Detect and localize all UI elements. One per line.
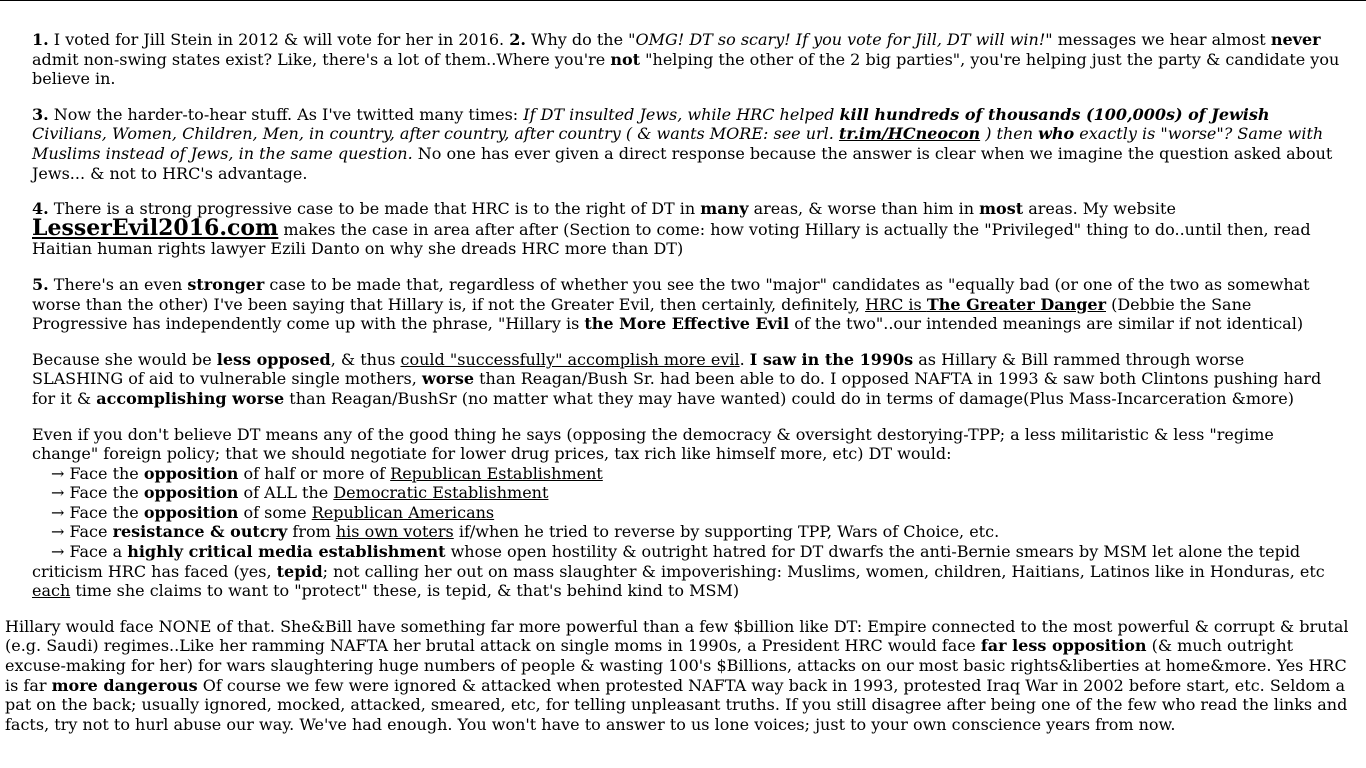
emphasis: resistance & outcry: [112, 522, 288, 542]
text: Hillary would face NONE of that. She&Bill have something far more powerful than a few $billion like DT: Empire connected to the most powerful & corrupt & brutal (e.g. Saudi) regimes..Like her ramming NAFTA her brutal attack on single moms in 1990s, a President HRC would face: [5, 616, 1349, 656]
text: of half or more of: [238, 463, 391, 483]
text: Face the: [64, 502, 144, 522]
accomplish-evil-link[interactable]: could "successfully" accomplish more evil: [400, 349, 740, 369]
emphasis: less opposed: [216, 349, 331, 369]
text: than Reagan/BushSr (no matter what they may have wanted) could do in terms of damage(Plus Mass-Incarceration &more): [284, 388, 1294, 408]
point-number: 2.: [509, 30, 526, 49]
quote: ) then: [980, 124, 1039, 144]
emphasis: more dangerous: [51, 675, 198, 695]
list-item: [32, 503, 1340, 523]
emphasis: stronger: [187, 274, 265, 294]
text: of ALL the: [238, 483, 334, 503]
text: Face the: [64, 483, 144, 503]
republican-americans-link[interactable]: Republican Americans: [311, 502, 495, 522]
emphasis: most: [979, 199, 1024, 219]
republican-establishment-link[interactable]: Republican Establishment: [390, 463, 603, 483]
list-item: [32, 522, 1340, 542]
arrow-icon: →: [51, 502, 65, 522]
paragraph-7: [32, 425, 1340, 601]
list-intro: Even if you don't believe DT means any of the good thing he says (opposing the democracy & oversight destorying-TPP; a less militaristic & less "regime change" foreign policy; that we should negotiate for lower drug prices, tax rich like himself more, etc) DT would:: [32, 424, 1274, 464]
text: , & thus: [330, 349, 401, 369]
website-link[interactable]: LesserEvil2016.com: [32, 214, 279, 241]
paragraph-1-2: [32, 30, 1340, 89]
own-voters-link[interactable]: his own voters: [335, 522, 454, 542]
emphasis: many: [700, 199, 749, 219]
text: of some: [238, 502, 312, 522]
each-link[interactable]: each: [32, 581, 71, 601]
quote: exactly is "worse"? Same with Muslims instead of Jews, in the same question.: [32, 124, 1324, 163]
text: I voted for Jill Stein in 2012 & will vote for her in 2016.: [48, 30, 510, 49]
text: .: [739, 349, 750, 369]
greater-danger-link[interactable]: [865, 295, 1106, 314]
text: if/when he tried to reverse by supporting TPP, Wars of Choice, etc.: [453, 522, 1000, 542]
text: (& much outright excuse-making for her) for wars slaughtering huge numbers of people & wasting 100's $Billions, attacks on our most basic rights&liberties at home&more. Yes HRC is far: [5, 636, 1347, 695]
text: " messages we hear almost: [1045, 30, 1271, 49]
emphasis: opposition: [143, 502, 239, 522]
quote: If DT insulted Jews, while HRC helped: [523, 104, 840, 124]
text: Now the harder-to-hear stuff. As I've twitted many times:: [48, 104, 524, 124]
text: Because she would be: [32, 349, 217, 369]
paragraph-4: [32, 199, 1340, 259]
emphasis: worse: [421, 369, 474, 389]
democratic-establishment-link[interactable]: Democratic Establishment: [333, 483, 549, 503]
emphasis: highly critical media establishment: [127, 542, 446, 562]
text: "helping the other of the 2 big parties", you're helping just the party & candidate you believe in.: [32, 49, 1340, 89]
arrow-icon: →: [51, 542, 65, 562]
emphasis: opposition: [143, 463, 239, 483]
text: than Reagan/Bush Sr. had been able to do. I opposed NAFTA in 1993 & saw both Clintons pushing hard for it &: [32, 369, 1322, 408]
quote: Civilians, Women, Children, Men, in country, after country, after country ( & wants MORE: see url.: [32, 124, 839, 144]
list-item: [32, 483, 1340, 503]
text: makes the case in area after after (Section to come: how voting Hillary is actually the "Privileged" thing to do..until then, read Haitian human rights lawyer Ezili Danto on why she dreads HRC more than DT): [32, 219, 1311, 259]
text: whose open hostility & outright hatred for DT dwarfs the anti-Bernie smears by MSM let alone the tepid criticism HRC has faced (yes,: [32, 542, 1301, 581]
point-number: 4.: [32, 199, 49, 219]
emphasis: who: [1038, 124, 1075, 144]
text: Of course we few were ignored & attacked when protested NAFTA way back in 1993, protested Iraq War in 2002 before start, etc. Seldom a pat on the back; usually ignored, mocked, attacked, smeared, etc, for telling unpleasant truths. If you still disagree after being one of the few who read the links and facts, try not to hurl abuse our way. We've had enough. You won't have to answer to us lone voices; just to your own conscience years from now.: [5, 675, 1348, 734]
text: Face the: [64, 463, 144, 483]
emphasis: tepid: [276, 561, 323, 581]
arrow-icon: →: [51, 522, 65, 542]
paragraph-5: [32, 275, 1340, 334]
text: from: [287, 522, 336, 542]
paragraph-6: [32, 350, 1340, 409]
emphasis: kill hundreds of thousands (100,000s) of Jewish: [839, 104, 1270, 124]
link-text-bold[interactable]: The Greater Danger: [926, 294, 1106, 314]
text: There is a strong progressive case to be made that HRC is to the right of DT in: [48, 199, 701, 219]
text: There's an even: [48, 274, 188, 294]
paragraph-3: [32, 105, 1340, 183]
paragraph-conclusion: [5, 617, 1356, 735]
point-number: 3.: [32, 104, 49, 124]
emphasis: never: [1270, 30, 1321, 49]
text: areas, & worse than him in: [748, 199, 980, 219]
arrow-icon: →: [51, 463, 65, 483]
list-item: [32, 542, 1340, 601]
text: as Hillary & Bill rammed through worse SLASHING of aid to vulnerable single mothers,: [32, 349, 1245, 389]
article: [0, 1, 1366, 734]
point-number: 5.: [32, 274, 49, 294]
list-item: [32, 464, 1340, 484]
text: admit non-swing states exist? Like, there's a lot of them..Where you're: [32, 49, 611, 69]
hcneocon-link[interactable]: tr.im/HCneocon: [838, 124, 981, 144]
text: ; not calling her out on mass slaughter & impoverishing: Muslims, women, children, Haitians, Latinos like in Honduras, etc: [322, 561, 1325, 581]
emphasis: I saw in the 1990s: [749, 349, 914, 369]
emphasis: far less opposition: [980, 636, 1147, 656]
text: time she claims to want to "protect" these, is tepid, & that's behind kind to MSM): [70, 581, 740, 601]
text: (Debbie the Sane Progressive has independently come up with the phrase, "Hillary is: [32, 294, 1252, 334]
emphasis: the More Effective Evil: [584, 314, 790, 334]
text: case to be made that, regardless of whether you see the two "major" candidates as "equally bad (or one of the two as somewhat worse than the other) I've been saying that Hillary is, if not the Greater Evil, then certainly, definitely,: [32, 274, 1310, 314]
emphasis: not: [610, 49, 641, 69]
quote: OMG! DT so scary! If you vote for Jill, DT will win!: [635, 30, 1046, 49]
text: areas. My website: [1023, 199, 1176, 219]
arrow-icon: →: [51, 483, 65, 503]
text: Why do the ": [525, 30, 636, 49]
text: No one has ever given a direct response because the answer is clear when we imagine the question asked about Jews... & not to HRC's advantage.: [32, 143, 1333, 183]
text: of the two"..our intended meanings are similar if not identical): [789, 314, 1304, 334]
point-number: 1.: [32, 30, 49, 49]
text: Face: [64, 522, 113, 542]
text: Face a: [64, 542, 128, 562]
emphasis: opposition: [143, 483, 239, 503]
link-text[interactable]: HRC is: [865, 294, 927, 314]
emphasis: accomplishing worse: [96, 388, 285, 408]
